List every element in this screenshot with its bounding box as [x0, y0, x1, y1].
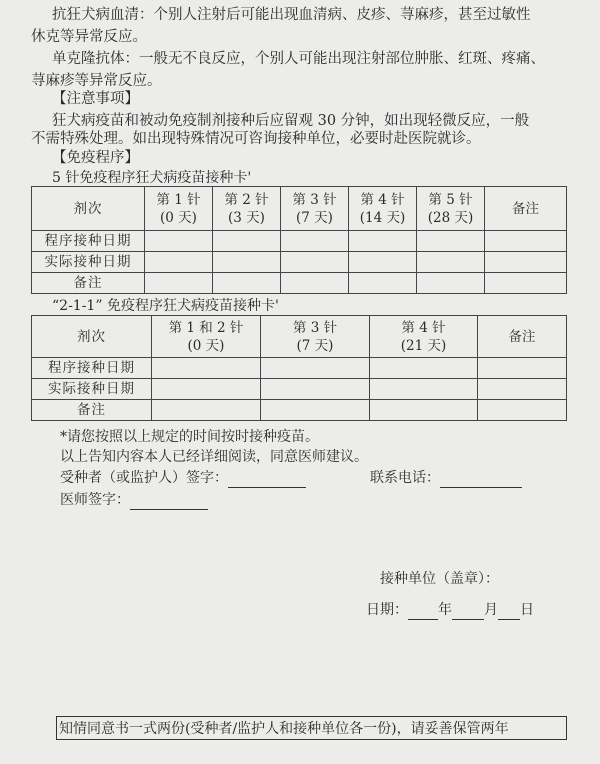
table2-cell[interactable] [152, 379, 261, 400]
informed-text: 以上告知内容本人已经详细阅读，同意医师建议。 [60, 449, 368, 465]
table1-header-row [32, 187, 567, 231]
table2-cell[interactable] [478, 400, 567, 421]
table1-cell[interactable] [485, 231, 567, 252]
table1-dose-5: 第 5 针 (28 天) [417, 187, 485, 231]
table2-row-label: 程序接种日期 [32, 358, 152, 379]
table1-cell[interactable] [349, 273, 417, 294]
day-field[interactable] [498, 605, 520, 620]
doctor-signature-field[interactable] [130, 495, 208, 510]
table2-cell[interactable] [370, 400, 478, 421]
table1-cell[interactable] [485, 252, 567, 273]
table2-dose-header: 剂次 [32, 316, 152, 358]
table1 [31, 186, 567, 294]
reminder-text: *请您按照以上规定的时间按时接种疫苗。 [60, 429, 319, 445]
footer-note: 知情同意书一式两份(受种者/监护人和接种单位各一份)，请妥善保管两年 [56, 716, 567, 740]
date-row [366, 600, 534, 620]
notes-line-1: 狂犬病疫苗和被动免疫制剂接种后应留观 30 分钟，如出现轻微反应，一般 [52, 113, 530, 129]
table-row [32, 273, 567, 294]
month-field[interactable] [452, 605, 484, 620]
table1-cell[interactable] [213, 231, 281, 252]
table2-caption: “2-1-1” 免疫程序狂犬病疫苗接种卡' [52, 298, 279, 314]
table1-dose-3: 第 3 针 (7 天) [281, 187, 349, 231]
mab-line-1: 单克隆抗体：一般无不良反应，个别人可能出现注射部位肿胀、红斑、疼痛、 [52, 51, 545, 67]
doctor-signature-row [60, 490, 208, 510]
table1-cell[interactable] [417, 231, 485, 252]
phone-row [370, 468, 522, 488]
table1-cell[interactable] [349, 231, 417, 252]
table-row [32, 379, 567, 400]
table2-cell[interactable] [261, 358, 370, 379]
notes-heading: 【注意事项】 [52, 91, 139, 107]
phone-label: 联系电话： [370, 470, 440, 486]
table-row [32, 252, 567, 273]
table1-row-label: 程序接种日期 [32, 231, 145, 252]
table-row [32, 231, 567, 252]
table1-row-label: 备注 [32, 273, 145, 294]
table2-cell[interactable] [370, 379, 478, 400]
table1-cell[interactable] [281, 231, 349, 252]
table1-caption: 5 针免疫程序狂犬病疫苗接种卡' [52, 170, 252, 186]
serum-line-1: 抗狂犬病血清：个别人注射后可能出现血清病、皮疹、荨麻疹，甚至过敏性 [52, 7, 531, 23]
table1-cell[interactable] [281, 273, 349, 294]
table2-cell[interactable] [478, 379, 567, 400]
day-label: 日 [520, 602, 534, 618]
table2-row-label: 备注 [32, 400, 152, 421]
table1-cell[interactable] [213, 252, 281, 273]
serum-line-2: 休克等异常反应。 [31, 29, 147, 45]
year-field[interactable] [408, 605, 438, 620]
table2-dose-2: 第 3 针 (7 天) [261, 316, 370, 358]
mab-line-2: 荨麻疹等异常反应。 [31, 73, 162, 89]
table1-dose-header: 剂次 [32, 187, 145, 231]
table1-cell[interactable] [485, 273, 567, 294]
table1-cell[interactable] [145, 231, 213, 252]
month-label: 月 [484, 602, 498, 618]
table2-header-row [32, 316, 567, 358]
table2-remark-header: 备注 [478, 316, 567, 358]
table-row [32, 358, 567, 379]
year-label: 年 [438, 602, 452, 618]
table2-cell[interactable] [261, 400, 370, 421]
notes-line-2: 不需特殊处理。如出现特殊情况可咨询接种单位，必要时赴医院就诊。 [31, 131, 481, 147]
table2-cell[interactable] [152, 400, 261, 421]
date-label: 日期： [366, 602, 408, 618]
table2-cell[interactable] [370, 358, 478, 379]
table1-cell[interactable] [213, 273, 281, 294]
table2-cell[interactable] [261, 379, 370, 400]
table1-dose-4: 第 4 针 (14 天) [349, 187, 417, 231]
table1-cell[interactable] [417, 273, 485, 294]
recipient-signature-row [60, 468, 306, 488]
table1-cell[interactable] [145, 273, 213, 294]
doctor-sign-label: 医师签字： [60, 492, 130, 508]
table2-dose-3: 第 4 针 (21 天) [370, 316, 478, 358]
table2-dose-1: 第 1 和 2 针 (0 天) [152, 316, 261, 358]
table1-dose-2: 第 2 针 (3 天) [213, 187, 281, 231]
table2-cell[interactable] [478, 358, 567, 379]
table1-cell[interactable] [349, 252, 417, 273]
table2-row-label: 实际接种日期 [32, 379, 152, 400]
table1-remark-header: 备注 [485, 187, 567, 231]
unit-stamp-label: 接种单位（盖章）： [380, 571, 499, 587]
recipient-signature-field[interactable] [228, 473, 306, 488]
table-row [32, 400, 567, 421]
table1-dose-1: 第 1 针 (0 天) [145, 187, 213, 231]
table1-row-label: 实际接种日期 [32, 252, 145, 273]
program-heading: 【免疫程序】 [52, 150, 139, 166]
table2 [31, 315, 567, 421]
table1-cell[interactable] [145, 252, 213, 273]
phone-field[interactable] [440, 473, 522, 488]
table1-cell[interactable] [417, 252, 485, 273]
table2-cell[interactable] [152, 358, 261, 379]
recipient-sign-label: 受种者（或监护人）签字： [60, 470, 228, 486]
table1-cell[interactable] [281, 252, 349, 273]
